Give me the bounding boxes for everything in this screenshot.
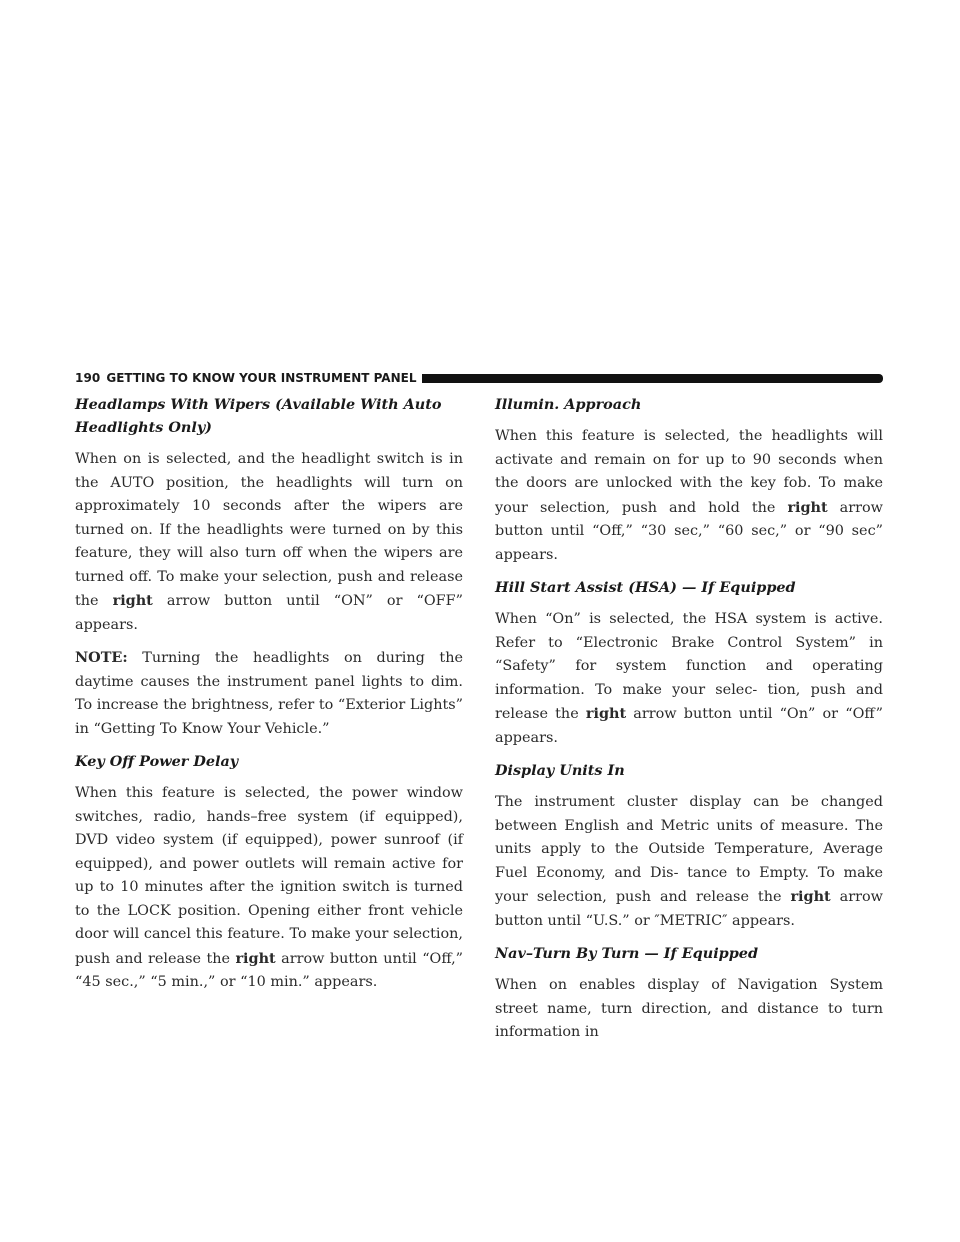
text-segment: The instrument cluster display can be changed between English and Metric units of measure. The units apply to the Outside Temperature, Average Fuel Economy, and Dis- tance to Empty. To make your selection, push and release the <box>495 794 883 905</box>
bold-right: right <box>112 592 153 609</box>
left-column <box>75 393 463 1004</box>
text-segment: arrow button until “On” or “Off” appears. <box>495 706 884 746</box>
page-header <box>75 370 883 386</box>
note-paragraph <box>75 646 463 741</box>
section-title: GETTING TO KNOW YOUR INSTRUMENT PANEL <box>106 371 417 385</box>
heading-illumin-approach: Illumin. Approach <box>495 396 642 413</box>
paragraph-headlamps-with-wipers <box>75 448 463 637</box>
text-segment: arrow button until “U.S.” or ″METRIC″ appears. <box>495 889 883 929</box>
heading-headlamps-with-wipers: Headlamps With Wipers (Available With Auto Headlights Only) <box>75 396 442 436</box>
paragraph-display-units-in <box>495 791 883 933</box>
bold-right: right <box>790 888 831 905</box>
paragraph-nav-turn-by-turn: When on enables display of Navigation System street name, turn direction, and distance to turn information in <box>495 977 883 1040</box>
text-segment: When this feature is selected, the headlights will activate and remain on for up to 90 seconds when the doors are unlocked with the key fob. To make your selection, push and hold the <box>495 428 883 516</box>
heading-key-off-power-delay: Key Off Power Delay <box>75 753 239 770</box>
text-segment: When “On” is selected, the HSA system is active. Refer to “Electronic Brake Control System” in “Safety” for system function and operating information. To make your selec- tion, push and release the <box>495 611 883 722</box>
bold-right: right <box>235 949 276 967</box>
text-segment: arrow button until “Off,” “45 sec.,” “5 min.,” or “10 min.” appears. <box>75 950 463 990</box>
heading-nav-turn-by-turn: Nav–Turn By Turn — If Equipped <box>495 945 759 962</box>
bold-right: right <box>585 705 627 722</box>
paragraph-illumin-approach <box>495 425 883 567</box>
right-column <box>495 393 883 1054</box>
note-text: Turning the headlights on during the daytime causes the instrument panel lights to dim. To increase the brightness, refer to “Exterior Lights” in “Getting To Know Your Vehicle.” <box>75 650 463 737</box>
bold-right: right <box>787 498 828 516</box>
page-number: 190 <box>75 371 101 385</box>
heading-hill-start-assist: Hill Start Assist (HSA) — If Equipped <box>495 579 796 596</box>
heading-display-units-in: Display Units In <box>495 762 625 779</box>
text-segment: arrow button until “Off,” “30 sec,” “60 sec,” or “90 sec” appears. <box>495 499 883 563</box>
paragraph-key-off-power-delay <box>75 782 463 995</box>
text-segment: When this feature is selected, the power window switches, radio, hands–free system (if equipped), DVD video system (if equipped), power sunroof (if equipped), and power outlets will remain active for up to 10 minutes after the ignition switch is turned to the LOCK position. Opening either front vehicle door will cancel this feature. To make your selection, push and release the <box>75 785 463 967</box>
note-label: NOTE: <box>75 649 128 666</box>
text-segment: arrow button until “ON” or “OFF” appears. <box>75 593 463 633</box>
header-rule <box>422 374 883 383</box>
text-segment: When on is selected, and the headlight switch is in the AUTO position, the headlights will turn on approximately 10 seconds after the wipers are turned on. If the headlights were turned on by this feature, they will also turn off when the wipers are turned off. To make your selection, push and release the <box>75 451 463 609</box>
paragraph-hill-start-assist <box>495 608 883 750</box>
